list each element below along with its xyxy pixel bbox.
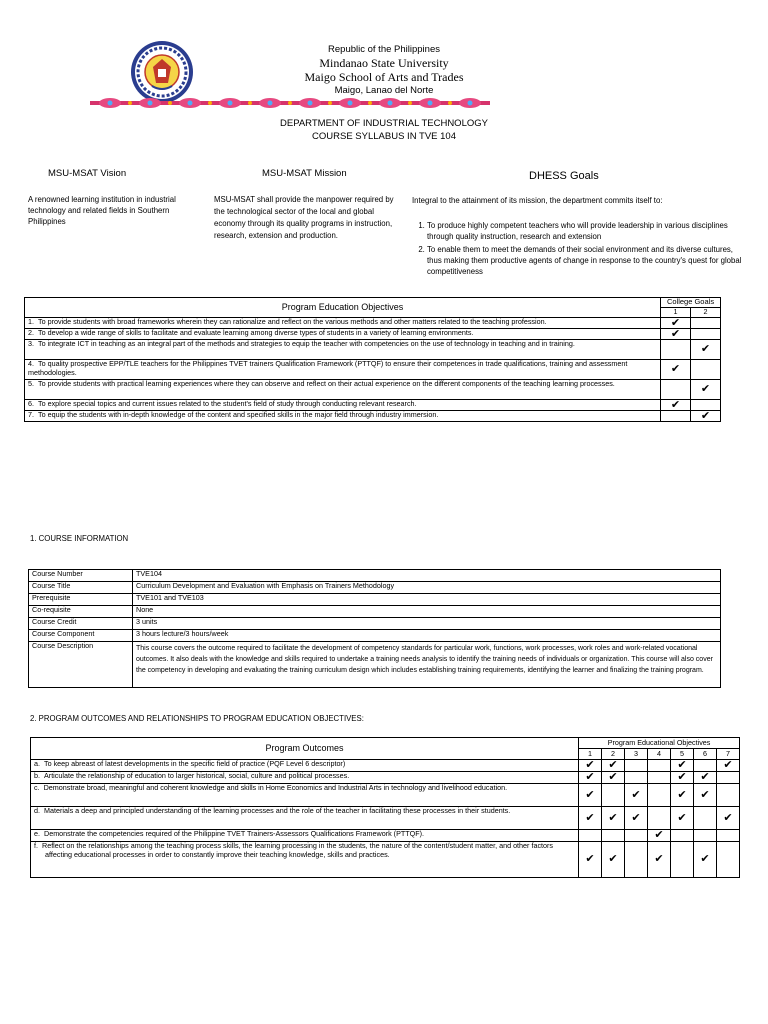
goal-item: 1. To produce highly competent teachers who will provide leadership in various disciplines through quality instruction, research and extension [427,220,742,242]
check-icon: ✔ [602,842,625,878]
row-text: To integrate ICT in teaching as an integral part of the methods and strategies to equip the teacher with competencies on the use of technology in teaching and in training. [38,339,575,348]
row-number: 7. [28,410,34,419]
check-icon [625,830,648,842]
table-row [25,340,721,360]
row-text: Reflect on the relationships among the teaching process skills, the learning processing in the students, the nature of the content/student matter, and other factors affecting educational processes in order to constantly improve their teaching knowledge, skills and practices. [42,841,554,859]
row-text: To quality prospective EPP/TLE teachers for the Philippines TVET trainers Qualification Framework (PTTQF) to ensure their competences in trade qualifications, training and assessment methodologies. [28,359,628,377]
row-number: 6. [28,399,34,408]
field-label: Course Component [29,630,133,642]
field-label: Course Number [29,570,133,582]
check-icon: ✔ [602,772,625,784]
row-text: To equip the students with in-depth knowledge of the content and specified skills in the major field through industry immersion. [38,410,439,419]
vision-text: A renowned learning institution in industrial technology and related fields in Southern Philippines [28,195,176,226]
row-number: 4. [28,359,34,368]
row-text: To explore special topics and current issues related to the student's field of study through conducting relevant research. [38,399,417,408]
check-icon: ✔ [625,784,648,807]
school-name: Maigo School of Arts and Trades [304,70,464,84]
table-row [25,380,721,400]
table-row [25,400,721,411]
check-icon [648,784,671,807]
check-icon: ✔ [602,760,625,772]
check-icon: ✔ [579,784,602,807]
republic-line: Republic of the Philippines [328,44,440,55]
field-value: None [133,606,721,618]
col-header: 2 [691,308,721,318]
table-row [29,570,721,582]
row-number: 1. [28,317,34,326]
col-header: 6 [694,749,717,760]
row-number: 5. [28,379,34,388]
field-label: Course Description [29,642,133,688]
table-row [29,606,721,618]
peo-table [24,297,721,422]
row-letter: f. [34,841,38,850]
check-icon: ✔ [661,360,691,380]
check-icon: ✔ [694,784,717,807]
check-icon: ✔ [661,400,691,411]
row-number: 2. [28,328,34,337]
check-icon: ✔ [602,807,625,830]
decorative-band [90,95,490,111]
course-info-heading: 1. COURSE INFORMATION [30,534,129,543]
col-header: 4 [648,749,671,760]
col-header: 1 [661,308,691,318]
table-row [31,784,740,807]
check-icon [691,360,721,380]
table-row [31,830,740,842]
table-row [29,594,721,606]
check-icon [694,830,717,842]
check-icon [602,784,625,807]
check-icon: ✔ [579,772,602,784]
table-row [29,618,721,630]
check-icon [691,329,721,340]
field-label: Prerequisite [29,594,133,606]
goals-title: DHESS Goals [529,170,599,182]
check-icon: ✔ [579,842,602,878]
check-icon [691,400,721,411]
field-label: Course Title [29,582,133,594]
check-icon [579,830,602,842]
table-row [31,760,740,772]
check-icon [671,842,694,878]
check-icon [602,830,625,842]
row-letter: e. [34,829,40,838]
check-icon: ✔ [661,329,691,340]
peo-header: Program Education Objectives [25,298,661,318]
row-letter: a. [34,759,40,768]
table-row [29,642,721,688]
table-row [31,807,740,830]
check-icon [694,760,717,772]
table-row [31,772,740,784]
col-header: 3 [625,749,648,760]
goals-list [412,220,742,279]
field-value: This course covers the outcome required to facilitate the development of competency standards for particular work, functions, work processes, work roles and work-related vocational outcomes. It also deals with the knowledge and skills required to undertake a training needs analysis to identify the training needs of individuals or organization. This course will also cover the competency in developing and evaluating the training curriculum design which includes establishing training requirements, identifying the learner and finalizing the training program. [133,642,721,688]
goal-item: 2. To enable them to meet the demands of their social environment and its diverse cultures, thus making them productive agents of change in response to the country's quest for global competitiveness [427,244,742,277]
row-number: 3. [28,339,34,348]
check-icon: ✔ [648,830,671,842]
check-icon: ✔ [691,380,721,400]
check-icon: ✔ [691,340,721,360]
check-icon: ✔ [717,760,740,772]
university-name: Mindanao State University [319,56,449,70]
check-icon [661,380,691,400]
row-text: To keep abreast of latest developments in the specific field of practice (PQF Level 6 descriptor) [44,759,346,768]
check-icon: ✔ [625,807,648,830]
col-header: 1 [579,749,602,760]
check-icon [661,411,691,422]
table-row [25,329,721,340]
row-text: To provide students with broad frameworks wherein they can rationalize and reflect on the various methods and other matters related to the teaching profession. [38,317,547,326]
row-text: Articulate the relationship of education to larger historical, social, culture and political processes. [44,771,350,780]
check-icon: ✔ [579,760,602,772]
check-icon: ✔ [648,842,671,878]
check-icon: ✔ [671,807,694,830]
check-icon: ✔ [694,842,717,878]
field-value: Curriculum Development and Evaluation with Emphasis on Trainers Methodology [133,582,721,594]
row-text: To develop a wide range of skills to facilitate and evaluate learning among diverse types of students in a variety of learning environments. [38,328,474,337]
check-icon [691,318,721,329]
check-icon [694,807,717,830]
department-title: DEPARTMENT OF INDUSTRIAL TECHNOLOGY [280,118,488,129]
table-row [25,411,721,422]
check-icon: ✔ [661,318,691,329]
mission-text: MSU-MSAT shall provide the manpower required by the technological sector of the local and global economy through its quality programs in instruction, research, extension and production. [214,195,394,240]
check-icon [717,842,740,878]
college-goals-header: College Goals [661,298,721,308]
table-row [25,318,721,329]
check-icon [625,842,648,878]
check-icon: ✔ [671,760,694,772]
check-icon: ✔ [671,772,694,784]
field-label: Course Credit [29,618,133,630]
check-icon: ✔ [717,807,740,830]
check-icon [717,830,740,842]
field-value: TVE101 and TVE103 [133,594,721,606]
field-label: Co-requisite [29,606,133,618]
mission-title: MSU-MSAT Mission [262,168,347,179]
row-text: Materials a deep and principled understanding of the learning processes and the role of the teacher in facilitating these processes in their students. [44,806,511,815]
row-letter: b. [34,771,40,780]
check-icon: ✔ [691,411,721,422]
field-value: 3 hours lecture/3 hours/week [133,630,721,642]
table-row [31,842,740,878]
outcomes-table [30,737,740,878]
col-header: 7 [717,749,740,760]
check-icon [648,772,671,784]
check-icon: ✔ [694,772,717,784]
check-icon: ✔ [671,784,694,807]
check-icon: ✔ [579,807,602,830]
outcomes-header: Program Outcomes [31,738,579,760]
col-header: 2 [602,749,625,760]
row-letter: d. [34,806,40,815]
check-icon [717,784,740,807]
table-row [29,630,721,642]
field-value: 3 units [133,618,721,630]
table-row [25,360,721,380]
check-icon [661,340,691,360]
col-header: 5 [671,749,694,760]
row-text: Demonstrate broad, meaningful and coherent knowledge and skills in Home Economics and Industrial Arts in technology and livelihood education. [43,783,508,792]
check-icon [625,760,648,772]
row-letter: c. [34,783,40,792]
vision-title: MSU-MSAT Vision [48,168,127,179]
check-icon [671,830,694,842]
row-text: Demonstrate the competencies required of the Philippine TVET Trainers-Assessors Qualifications Framework (PTTQF). [44,829,425,838]
row-text: To provide students with practical learning experiences where they can observe and reflect on their actual experience on the different components of the teaching learning processes. [38,379,615,388]
location-line: Maigo, Lanao del Norte [334,85,434,96]
peo-columns-header: Program Educational Objectives [579,738,740,749]
check-icon [648,807,671,830]
syllabus-title: COURSE SYLLABUS IN TVE 104 [312,131,456,142]
check-icon [648,760,671,772]
field-value: TVE104 [133,570,721,582]
table-row [29,582,721,594]
outcomes-heading: 2. PROGRAM OUTCOMES AND RELATIONSHIPS TO PROGRAM EDUCATION OBJECTIVES: [30,714,364,723]
check-icon [717,772,740,784]
check-icon [625,772,648,784]
course-info-table [28,569,721,688]
goals-intro: Integral to the attainment of its mission, the department commits itself to: [412,196,663,205]
